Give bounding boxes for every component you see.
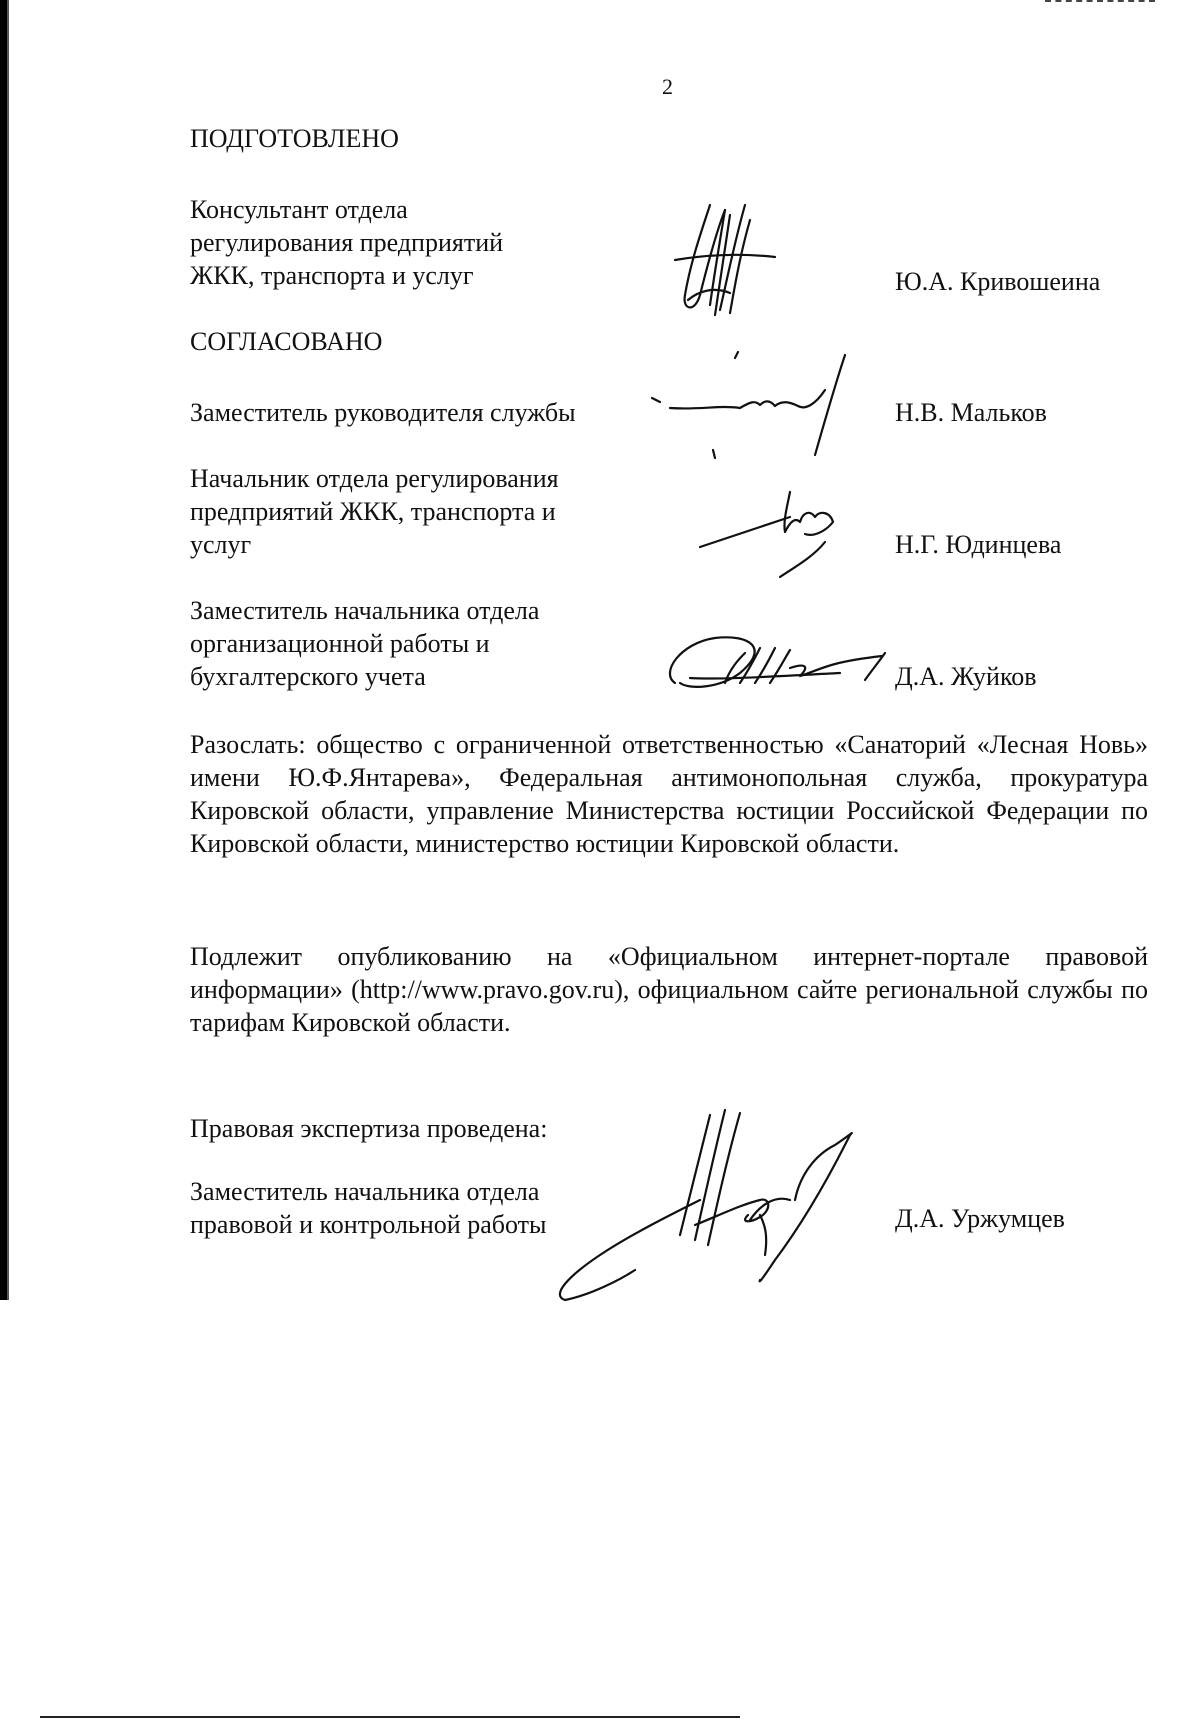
page-number: 2 [662,74,673,99]
agreed-name-1: Н.В. Мальков [895,398,1047,427]
agreed-position-1: Заместитель руководителя службы [190,398,576,427]
agreed-name-2: Н.Г. Юдинцева [895,530,1062,559]
scan-edge [0,0,7,1300]
prepared-position: Консультант отдела регулирования предприятий ЖКК, транспорта и услуг [190,195,504,290]
legal-review-heading: Правовая экспертиза проведена: [190,1114,548,1143]
agreed-position-3: Заместитель начальника отдела организационной работы и бухгалтерского учета [190,596,540,691]
scan-bottom-line [40,1716,740,1718]
scan-mark [1045,0,1155,5]
agreed-heading: СОГЛАСОВАНО [190,327,383,356]
scan-edge-shadow [7,0,9,1300]
signature-yudintseva [695,482,855,587]
legal-review-position: Заместитель начальника отдела правовой и контрольной работы [190,1177,547,1239]
signature-zhuikov [660,628,890,703]
prepared-heading: ПОДГОТОВЛЕНО [190,124,399,153]
agreed-name-3: Д.А. Жуйков [895,662,1037,691]
agreed-position-2: Начальник отдела регулирования предприятий ЖКК, транспорта и услуг [190,464,559,559]
distribution-list: Разослать: общество с ограниченной ответственностью «Санаторий «Лесная Новь» имени Ю.Ф.Янтарева», Федеральная антимонопольная служба, прокуратура Кировской области, управление Министерства юстиции Российской Федерации по Кировской области, министерство юстиции Кировской области. [190,730,1148,858]
signature-urzhumtsev [550,1105,900,1310]
publication-note: Подлежит опубликованию на «Официальном интернет-портале правовой информации» (http://www.pravo.gov.ru), официальном сайте региональной службы по тарифам Кировской области. [190,942,1148,1037]
legal-review-name: Д.А. Уржумцев [895,1204,1065,1233]
signature-krivosheina [670,195,780,325]
prepared-name: Ю.А. Кривошеина [895,267,1101,296]
signature-malkov [650,350,860,470]
